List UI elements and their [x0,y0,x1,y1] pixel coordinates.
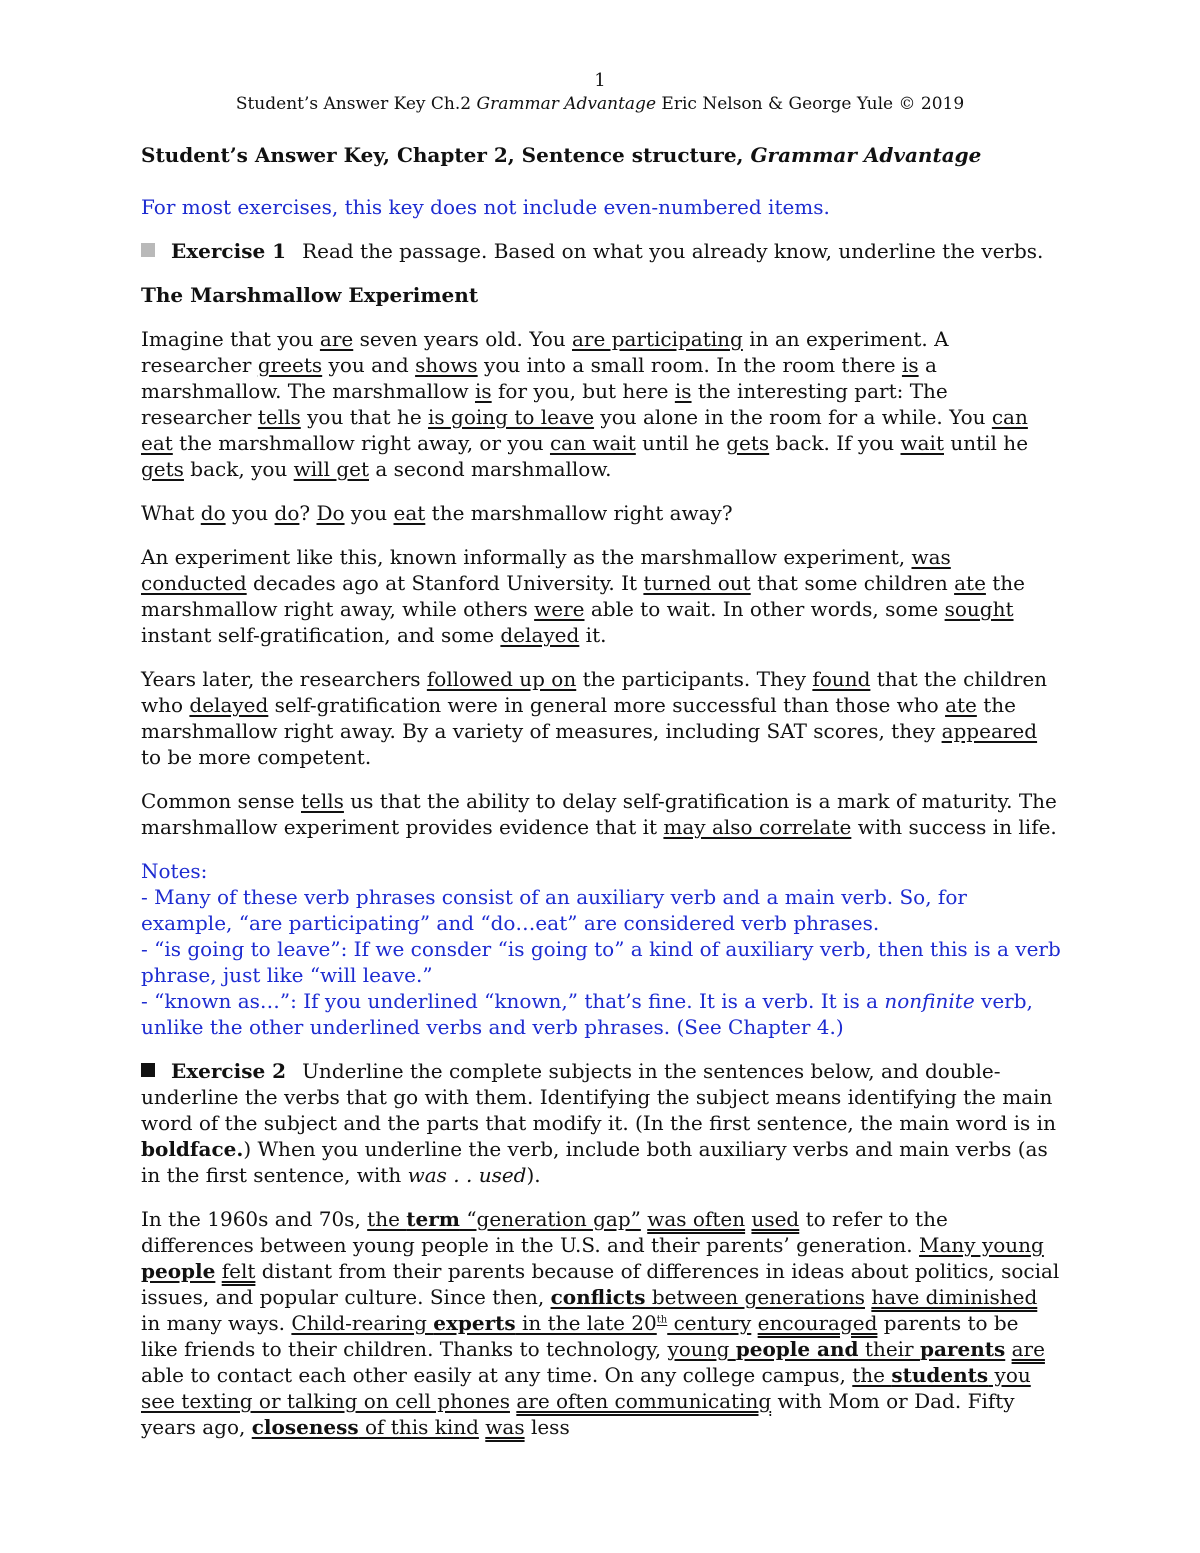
underlined-run: young [667,1337,736,1361]
underlined-bold-run: parents [919,1337,1006,1361]
underlined-run: ate [954,571,986,595]
text-run: less [524,1415,570,1439]
underlined-run: followed up on [426,667,577,691]
text-run: back, you [183,457,294,481]
double-underlined-run: used [751,1207,800,1231]
underlined-bold-run: people [141,1259,216,1283]
text-run: back. If you [769,431,901,455]
running-head-book: Grammar Advantage [476,94,657,114]
underlined-bold-run: experts [433,1311,516,1335]
text-run: to be more competent. [141,745,372,769]
underlined-run: the [852,1363,892,1387]
underlined-bold-run: conflicts [550,1285,646,1309]
double-underlined-run: are often communicating [516,1389,772,1413]
double-underlined-run: was [485,1415,525,1439]
underlined-run: of this kind [358,1415,479,1439]
text-run: Common sense [141,789,301,813]
text-run: Years later, the researchers [141,667,427,691]
exercise-1-instruction: Read the passage. Based on what you already know, underline the verbs. [302,239,1044,263]
underlined-run: gets [141,457,184,481]
text-run: you and [322,353,416,377]
underlined-run: ate [945,693,977,717]
text-run: instant self-gratification, and some [141,623,501,647]
underlined-run: can wait [549,431,636,455]
text-run: you [225,501,275,525]
underlined-run: is [474,379,492,403]
text-run: In the 1960s and 70s, [141,1207,368,1231]
underlined-bold-run: students [891,1363,989,1387]
text-run: you into a small room. In the room there [477,353,902,377]
underlined-run: is [901,353,919,377]
text-run: you alone in the room for a while. You [594,405,992,429]
exercise-1-heading [141,238,1061,264]
running-head-post: Eric Nelson & George Yule © 2019 [656,94,965,114]
underlined-run: will get [293,457,369,481]
underlined-run: eat [393,501,426,525]
double-underlined-run: was often [647,1207,746,1231]
exercise-1-label: Exercise 1 [171,239,287,263]
underlined-run: between generations [645,1285,865,1309]
underlined-run: century [667,1311,752,1335]
underlined-run: gets [726,431,770,455]
underlined-run: appeared [941,719,1038,743]
underlined-run: turned out [643,571,751,595]
underlined-run: found [812,667,871,691]
underlined-run: tells [257,405,301,429]
text-run: to refer to the differences between young people in the U.S. and their parents’ generation. [141,1207,948,1257]
exercise-2-passage [141,1206,1061,1440]
text-run: decades ago at Stanford University. It [246,571,644,595]
square-bullet-icon [141,1063,155,1077]
answer-notes [141,858,1061,1040]
text-run: distant from their parents because of differences in ideas about politics, social issues, and popular culture. Since then, [141,1259,1060,1309]
text-run: ? [299,501,317,525]
text-run: Underline the complete subjects in the sentences below, and double-underline the verbs that go with them. Identifying the subject means identifying the main word of the subject and the parts that modify it. (In the first sentence, the main word is in [141,1059,1056,1135]
double-underlined-run: encouraged [757,1311,878,1335]
running-head-pre: Student’s Answer Key Ch.2 [235,94,477,114]
underlined-run: was conducted [141,545,951,595]
underlined-bold-run: closeness [251,1415,359,1439]
underlined-run: do [274,501,300,525]
passage-paragraph [141,326,1061,482]
passage-paragraph [141,544,1061,648]
text-run: until he [944,431,1029,455]
text-run: ). [526,1163,541,1187]
note-item: - “is going to leave”: If we consder “is going to” a kind of auxiliary verb, then this is a verb phrase, just like “will leave.” [141,937,1061,987]
text-run: able to contact each other easily at any time. On any college campus, [141,1363,853,1387]
passage-paragraph [141,500,1061,526]
italic-run: was . . used [407,1163,527,1187]
text-run: with success in life. [851,815,1057,839]
document-body [141,142,1061,1458]
underlined-run: were [534,597,585,621]
running-head [0,94,1200,114]
intro-note: For most exercises, this key does not include even-numbered items. [141,195,830,219]
underlined-run: greets [257,353,323,377]
underlined-run: tells [301,789,344,813]
underlined-run: do [200,501,226,525]
underlined-run: is going to leave [428,405,595,429]
underlined-run: Do [316,501,345,525]
double-underlined-run: are [1011,1337,1045,1361]
underlined-run: is [674,379,692,403]
text-run: the interesting part: The researcher [141,379,948,429]
passage-heading: The Marshmallow Experiment [141,283,479,307]
underlined-run: you see texting or talking on cell phones [141,1363,1031,1413]
text-run: What [141,501,201,525]
underlined-run: shows [415,353,478,377]
text-run: able to wait. In other words, some [584,597,945,621]
underlined-bold-run: term [406,1207,460,1231]
page-number: 1 [594,70,606,91]
note-3-post: verb, unlike the other underlined verbs and verb phrases. (See Chapter 4.) [141,989,1033,1039]
text-run: An experiment like this, known informally as the marshmallow experiment, [141,545,912,569]
page-title-main: Student’s Answer Key, Chapter 2, Sentence structure, [141,143,751,167]
double-underlined-run: have diminished [871,1285,1038,1309]
page-title-book: Grammar Advantage [750,143,982,167]
underlined-run: in the late 20 [515,1311,657,1335]
text-run: you that he [300,405,429,429]
underlined-run: the [367,1207,407,1231]
text-run: you [344,501,394,525]
superscript-run: th [656,1314,668,1326]
text-run: in many ways. [141,1311,292,1335]
bold-run: boldface. [141,1137,244,1161]
text-run: the marshmallow right away, while others [141,571,1026,621]
underlined-run: delayed [189,693,269,717]
text-run: the marshmallow right away, or you [172,431,550,455]
text-run: seven years old. You [353,327,572,351]
page-title [141,142,1061,168]
text-run: the marshmallow right away. By a variety of measures, including SAT scores, they [141,693,1016,743]
note-3-italic: nonfinite [884,989,975,1013]
text-run: that the children who [141,667,1048,717]
passage-paragraph [141,666,1061,770]
square-bullet-icon [141,243,155,257]
text-run: the marshmallow right away? [425,501,733,525]
text-run: the participants. They [576,667,813,691]
exercise-2-heading [141,1058,1061,1188]
text-run: it. [579,623,607,647]
text-run: parents to be like friends to their children. Thanks to technology, [141,1311,1019,1361]
note-item: - Many of these verb phrases consist of an auxiliary verb and a main verb. So, for example, “are participating” and “do…eat” are considered verb phrases. [141,885,967,935]
underlined-run: wait [900,431,944,455]
text-run: until he [635,431,727,455]
underlined-run: sought [944,597,1014,621]
text-run: with Mom or Dad. Fifty years ago, [141,1389,1015,1439]
underlined-run: their [858,1337,920,1361]
underlined-run: Many young [919,1233,1044,1257]
underlined-run: may also correlate [663,815,852,839]
underlined-run: are [319,327,354,351]
text-run: in an experiment. A researcher [141,327,949,377]
note-item [141,988,1061,1040]
underlined-run: are participating [572,327,743,351]
double-underlined-run: felt [221,1259,256,1283]
text-run: a marshmallow. The marshmallow [141,353,937,403]
underlined-run: delayed [500,623,580,647]
underlined-bold-run: people and [735,1337,859,1361]
text-run: self-gratification were in general more successful than those who [268,693,946,717]
note-3-pre: - “known as…”: If you underlined “known,” that’s fine. It is a verb. It is a [141,989,885,1013]
text-run: Imagine that you [141,327,320,351]
text-run: for you, but here [491,379,675,403]
underlined-run: can eat [141,405,1028,455]
underlined-run: “generation gap” [459,1207,641,1231]
exercise-2-label: Exercise 2 [171,1059,287,1083]
underlined-run: Child-rearing [291,1311,434,1335]
passage-paragraph [141,788,1061,840]
text-run: that some children [750,571,955,595]
text-run: a second marshmallow. [369,457,612,481]
text-run: ) When you underline the verb, include both auxiliary verbs and main verbs (as in the first sentence, with [141,1137,1048,1187]
text-run: us that the ability to delay self-gratification is a mark of maturity. The marshmallow experiment provides evidence that it [141,789,1057,839]
notes-title: Notes: [141,859,208,883]
